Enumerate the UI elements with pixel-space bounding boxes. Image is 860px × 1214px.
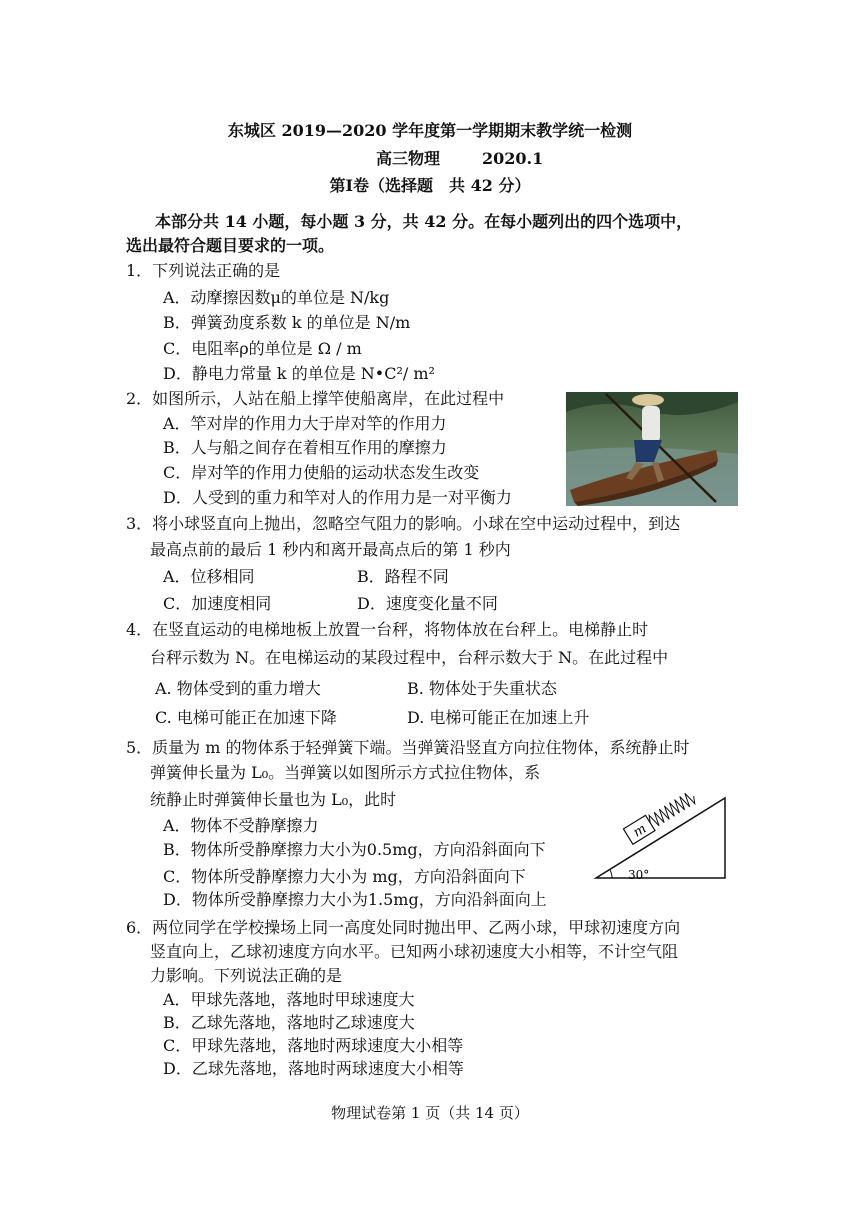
q4-option-d: D. 电梯可能正在加速上升 xyxy=(407,708,590,727)
q1-option-d: D．静电力常量 k 的单位是 N•C²/ m² xyxy=(163,364,435,383)
q6-stem-line-2: 竖直向上，乙球初速度方向水平。已知两小球初速度大小相等，不计空气阻 xyxy=(150,942,679,961)
q5-option-c: C．物体所受静摩擦力大小为 mg，方向沿斜面向下 xyxy=(163,867,526,886)
exam-title: 东城区 2019—2020 学年度第一学期期末教学统一检测 xyxy=(227,121,633,140)
q4-stem-line-1: 4．在竖直运动的电梯地板上放置一台秤，将物体放在台秤上。电梯静止时 xyxy=(126,620,649,639)
exam-date: 2020.1 xyxy=(482,149,544,168)
q2-option-b: B．人与船之间存在着相互作用的摩擦力 xyxy=(163,438,447,457)
subject-label: 高三物理 xyxy=(376,149,441,168)
q3-option-b: B．路程不同 xyxy=(357,567,449,586)
q6-stem-line-3: 力影响。下列说法正确的是 xyxy=(150,966,343,985)
block-label: m xyxy=(630,821,650,841)
q3-option-c: C．加速度相同 xyxy=(163,594,272,613)
q2-option-d: D．人受到的重力和竿对人的作用力是一对平衡力 xyxy=(163,488,512,507)
q3-stem-line-1: 3．将小球竖直向上抛出，忽略空气阻力的影响。小球在空中运动过程中，到达 xyxy=(126,514,681,533)
incline-diagram xyxy=(590,780,730,882)
q5-option-d: D．物体所受静摩擦力大小为1.5mg，方向沿斜面向上 xyxy=(163,890,547,909)
page-footer: 物理试卷第 1 页（共 14 页） xyxy=(331,1104,529,1122)
q5-option-b: B．物体所受静摩擦力大小为0.5mg，方向沿斜面向下 xyxy=(163,840,546,859)
section-title: 第Ⅰ卷（选择题 共 42 分） xyxy=(329,176,531,195)
q4-option-c: C. 电梯可能正在加速下降 xyxy=(155,708,337,727)
q5-stem-line-2: 弹簧伸长量为 L₀。当弹簧以如图所示方式拉住物体，系 xyxy=(150,763,541,782)
q6-option-d: D．乙球先落地，落地时两球速度大小相等 xyxy=(163,1059,464,1078)
q3-option-d: D．速度变化量不同 xyxy=(357,594,498,613)
q6-option-b: B．乙球先落地，落地时乙球速度大 xyxy=(163,1013,415,1032)
spring xyxy=(647,790,698,829)
q6-option-a: A．甲球先落地，落地时甲球速度大 xyxy=(163,990,415,1009)
q1-option-a: A．动摩擦因数μ的单位是 N/kg xyxy=(163,288,390,307)
instructions-line-1: 本部分共 14 小题，每小题 3 分，共 42 分。在每小题列出的四个选项中， xyxy=(155,212,693,231)
q3-stem-line-2: 最高点前的最后 1 秒内和离开最高点后的第 1 秒内 xyxy=(150,540,511,559)
angle-label: 30° xyxy=(628,868,650,882)
q1-option-b: B．弹簧劲度系数 k 的单位是 N/m xyxy=(163,313,411,332)
q2-stem: 2．如图所示，人站在船上撑竿使船离岸，在此过程中 xyxy=(126,389,505,408)
q4-option-b: B. 物体处于失重状态 xyxy=(407,679,557,698)
q6-stem-line-1: 6．两位同学在学校操场上同一高度处同时抛出甲、乙两小球，甲球初速度方向 xyxy=(126,918,681,937)
q2-option-c: C．岸对竿的作用力使船的运动状态发生改变 xyxy=(163,463,480,482)
block-group xyxy=(623,788,698,844)
angle-arc xyxy=(610,870,612,878)
q1-option-c: C．电阻率ρ的单位是 Ω / m xyxy=(163,339,362,358)
q4-stem-line-2: 台秤示数为 N。在电梯运动的某段过程中，台秤示数大于 N。在此过程中 xyxy=(150,648,669,667)
q1-stem: 1．下列说法正确的是 xyxy=(126,261,281,280)
q4-option-a: A. 物体受到的重力增大 xyxy=(155,679,321,698)
q5-stem-line-3: 统静止时弹簧伸长量也为 L₀，此时 xyxy=(150,790,397,809)
q3-option-a: A．位移相同 xyxy=(163,567,255,586)
q5-option-a: A．物体不受静摩擦力 xyxy=(163,816,319,835)
instructions-line-2: 选出最符合题目要求的一项。 xyxy=(126,236,335,255)
q6-option-c: C．甲球先落地，落地时两球速度大小相等 xyxy=(163,1036,464,1055)
q5-stem-line-1: 5．质量为 m 的物体系于轻弹簧下端。当弹簧沿竖直方向拉住物体，系统静止时 xyxy=(126,738,690,757)
q2-option-a: A．竿对岸的作用力大于岸对竿的作用力 xyxy=(163,414,447,433)
boat-photo xyxy=(566,392,738,506)
